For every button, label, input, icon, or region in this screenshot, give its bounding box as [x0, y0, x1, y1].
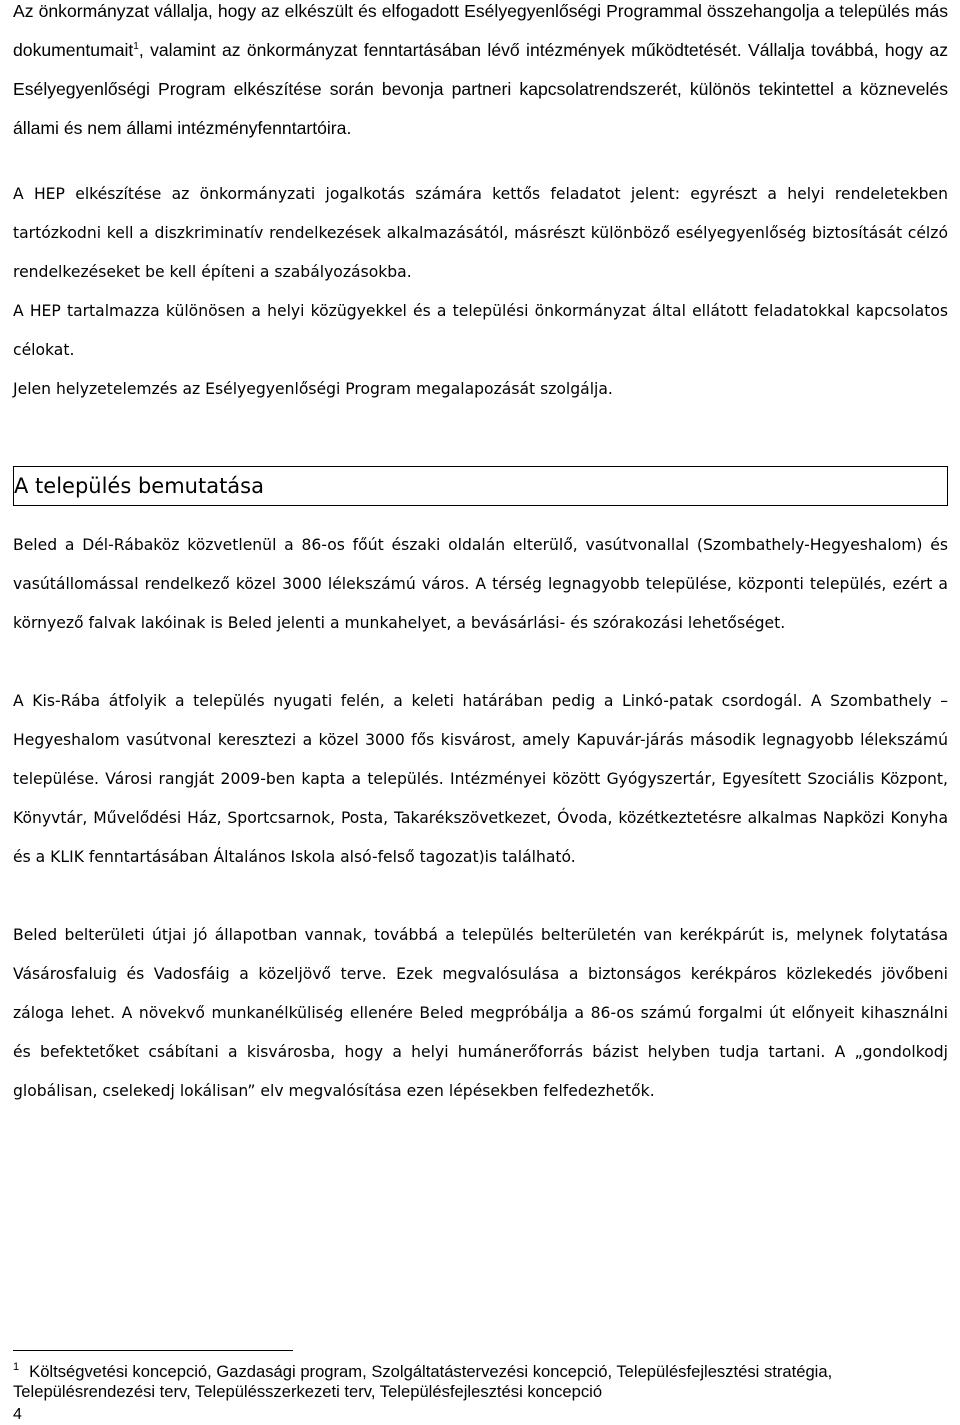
- footnote-marker: 1: [13, 1361, 20, 1373]
- hep-paragraph-2: A HEP tartalmazza különösen a helyi közügyekkel és a települési önkormányzat által ellátott feladatokkal kapcsolatos célokat.: [13, 302, 948, 359]
- footnote-reference[interactable]: 1: [133, 41, 139, 52]
- footnote-text: Költségvetési koncepció, Gazdasági program, Szolgáltatástervezési koncepció, Településfejlesztési stratégia, Településrendezési terv, Településszerkezeti terv, Településfejlesztési koncepció: [13, 1362, 833, 1401]
- intro-text-end: , valamint az önkormányzat fenntartásában lévő intézmények működtetését. Vállalja továbbá, hogy az Esélyegyenlőségi Program elkészítése során bevonja partneri kapcsolatrendszerét, különös tekintettel a köznevelés állami és nem állami intézményfenntartóira.: [13, 40, 948, 138]
- section-heading: A település bemutatása: [14, 474, 264, 498]
- footnote: [13, 1362, 948, 1402]
- section-paragraph-1: Beled a Dél-Rábaköz közvetlenül a 86-os főút északi oldalán elterülő, vasútvonallal (Szombathely-Hegyeshalom) és vasútállomással rendelkező közel 3000 lélekszámú város. A térség legnagyobb települése, központi település, ezért a környező falvak lakóinak is Beled jelenti a munkahelyet, a bevásárlási- és szórakozási lehetőséget.: [13, 536, 948, 632]
- hep-paragraph-3: Jelen helyzetelemzés az Esélyegyenlőségi Program megalapozását szolgálja.: [13, 380, 613, 398]
- page-number: 4: [13, 1406, 22, 1423]
- section-paragraph-2: A Kis-Rába átfolyik a település nyugati felén, a keleti határában pedig a Linkó-patak csordogál. A Szombathely –Hegyeshalom vasútvonal keresztezi a közel 3000 fős kisvárost, amely Kapuvár-járás második legnagyobb lélekszámú települése. Városi rangját 2009-ben kapta a település. Intézményei között Gyógyszertár, Egyesített Szociális Központ, Könyvtár, Művelődési Ház, Sportcsarnok, Posta, Takarékszövetkezet, Óvoda, közétkeztetésre alkalmas Napközi Konyha és a KLIK fenntartásában Általános Iskola alsó-felső tagozat)is található.: [13, 692, 948, 866]
- hep-paragraph-1: A HEP elkészítése az önkormányzati jogalkotás számára kettős feladatot jelent: egyrészt a helyi rendeletekben tartózkodni kell a diszkriminatív rendelkezések alkalmazásától, másrészt különböző esélyegyenlőség biztosítását célzó rendelkezéseket be kell építeni a szabályozásokba.: [13, 185, 948, 281]
- intro-text-start: Az önkormányzat vállalja, hogy az elkészült és elfogadott Esélyegyenlőségi Programmal összehangolja a település más dokumentumait: [13, 1, 948, 60]
- section-paragraph-3: Beled belterületi útjai jó állapotban vannak, továbbá a település belterületén van kerékpárút is, melynek folytatása Vásárosfaluig és Vadosfáig a közeljövő terve. Ezek megvalósulása a biztonságos kerékpáros közlekedés jövőbeni záloga lehet. A növekvő munkanélküliség ellenére Beled megpróbálja a 86-os számú forgalmi út előnyeit kihasználni és befektetőket csábítani a kisvárosba, hogy a helyi humánerőforrás bázist helyben tudja tartani. A „gondolkodj globálisan, cselekedj lokálisan” elv megvalósítása ezen lépésekben felfedezhetők.: [13, 926, 948, 1100]
- intro-paragraph: [13, 0, 948, 148]
- section-heading-box: [13, 466, 948, 506]
- footnote-separator: [13, 1350, 293, 1351]
